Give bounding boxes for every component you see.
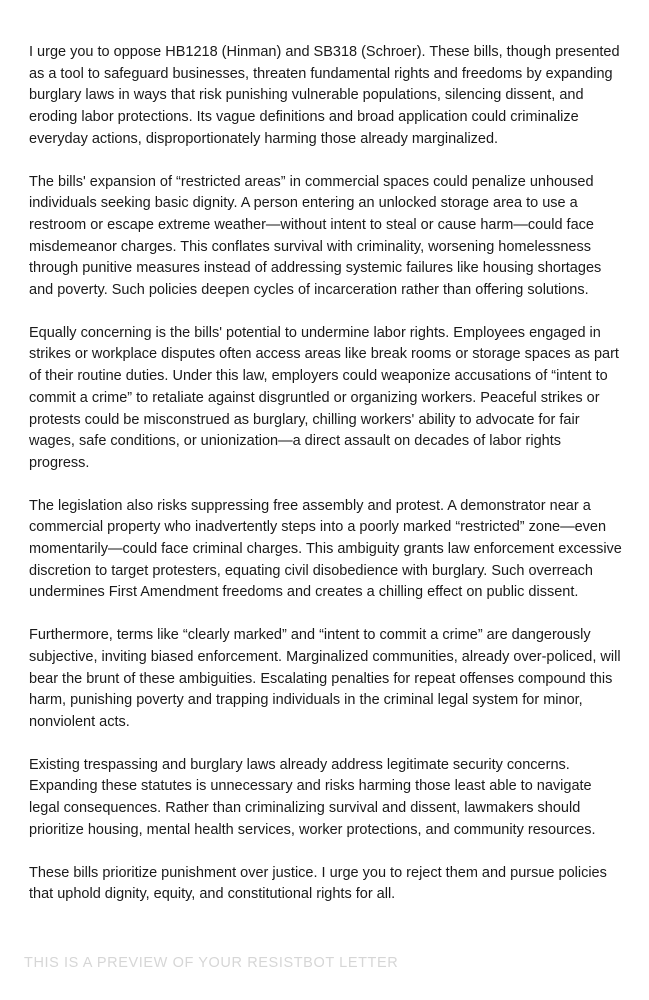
preview-notice: THIS IS A PREVIEW OF YOUR RESISTBOT LETTER — [24, 955, 399, 971]
letter-paragraph-3: Equally concerning is the bills' potential to undermine labor rights. Employees engaged in strikes or workplace disputes often access areas like break rooms or storage spaces as part of their routine duties. Under this law, employers could weaponize accusations of “intent to commit a crime” to retaliate against disgruntled or organizing workers. Peaceful strikes or protests could be misconstrued as burglary, chilling workers' ability to advocate for fair wages, safe conditions, or unionization—a direct assault on decades of labor rights progress. — [29, 324, 619, 471]
letter-body — [29, 42, 625, 927]
letter-paragraph-4: The legislation also risks suppressing free assembly and protest. A demonstrator near a commercial property who inadvertently steps into a poorly marked “restricted” zone—even momentarily—could face criminal charges. This ambiguity grants law enforcement excessive discretion to target protesters, equating civil disobedience with burglary. Such overreach undermines First Amendment freedoms and creates a chilling effect on public dissent. — [29, 497, 622, 601]
letter-paragraph-7: These bills prioritize punishment over justice. I urge you to reject them and pursue policies that uphold dignity, equity, and constitutional rights for all. — [29, 864, 607, 903]
letter-paragraph-6: Existing trespassing and burglary laws already address legitimate security concerns. Expanding these statutes is unnecessary and risks harming those least able to navigate legal consequences. Rather than criminalizing survival and dissent, lawmakers should prioritize housing, mental health services, worker protections, and community resources. — [29, 756, 596, 838]
letter-paragraph-1: I urge you to oppose HB1218 (Hinman) and SB318 (Schroer). These bills, though presented as a tool to safeguard businesses, threaten fundamental rights and freedoms by expanding burglary laws in ways that risk punishing vulnerable populations, silencing dissent, and eroding labor protections. Its vague definitions and broad application could criminalize everyday actions, disproportionately harming those already marginalized. — [29, 44, 620, 147]
letter-paragraph-5: Furthermore, terms like “clearly marked” and “intent to commit a crime” are dangerously subjective, inviting biased enforcement. Marginalized communities, already over-policed, will bear the brunt of these ambiguities. Escalating penalties for repeat offenses compound this harm, punishing poverty and trapping individuals in the criminal legal system for minor, nonviolent acts. — [29, 627, 621, 730]
letter-paragraph-2: The bills' expansion of “restricted areas” in commercial spaces could penalize unhoused individuals seeking basic dignity. A person entering an unlocked storage area to use a restroom or escape extreme weather—without intent to steal or cause harm—could face misdemeanor charges. This conflates survival with criminality, worsening homelessness through punitive measures instead of addressing systemic failures like housing shortages and poverty. Such policies deepen cycles of incarceration rather than offering solutions. — [29, 173, 602, 299]
